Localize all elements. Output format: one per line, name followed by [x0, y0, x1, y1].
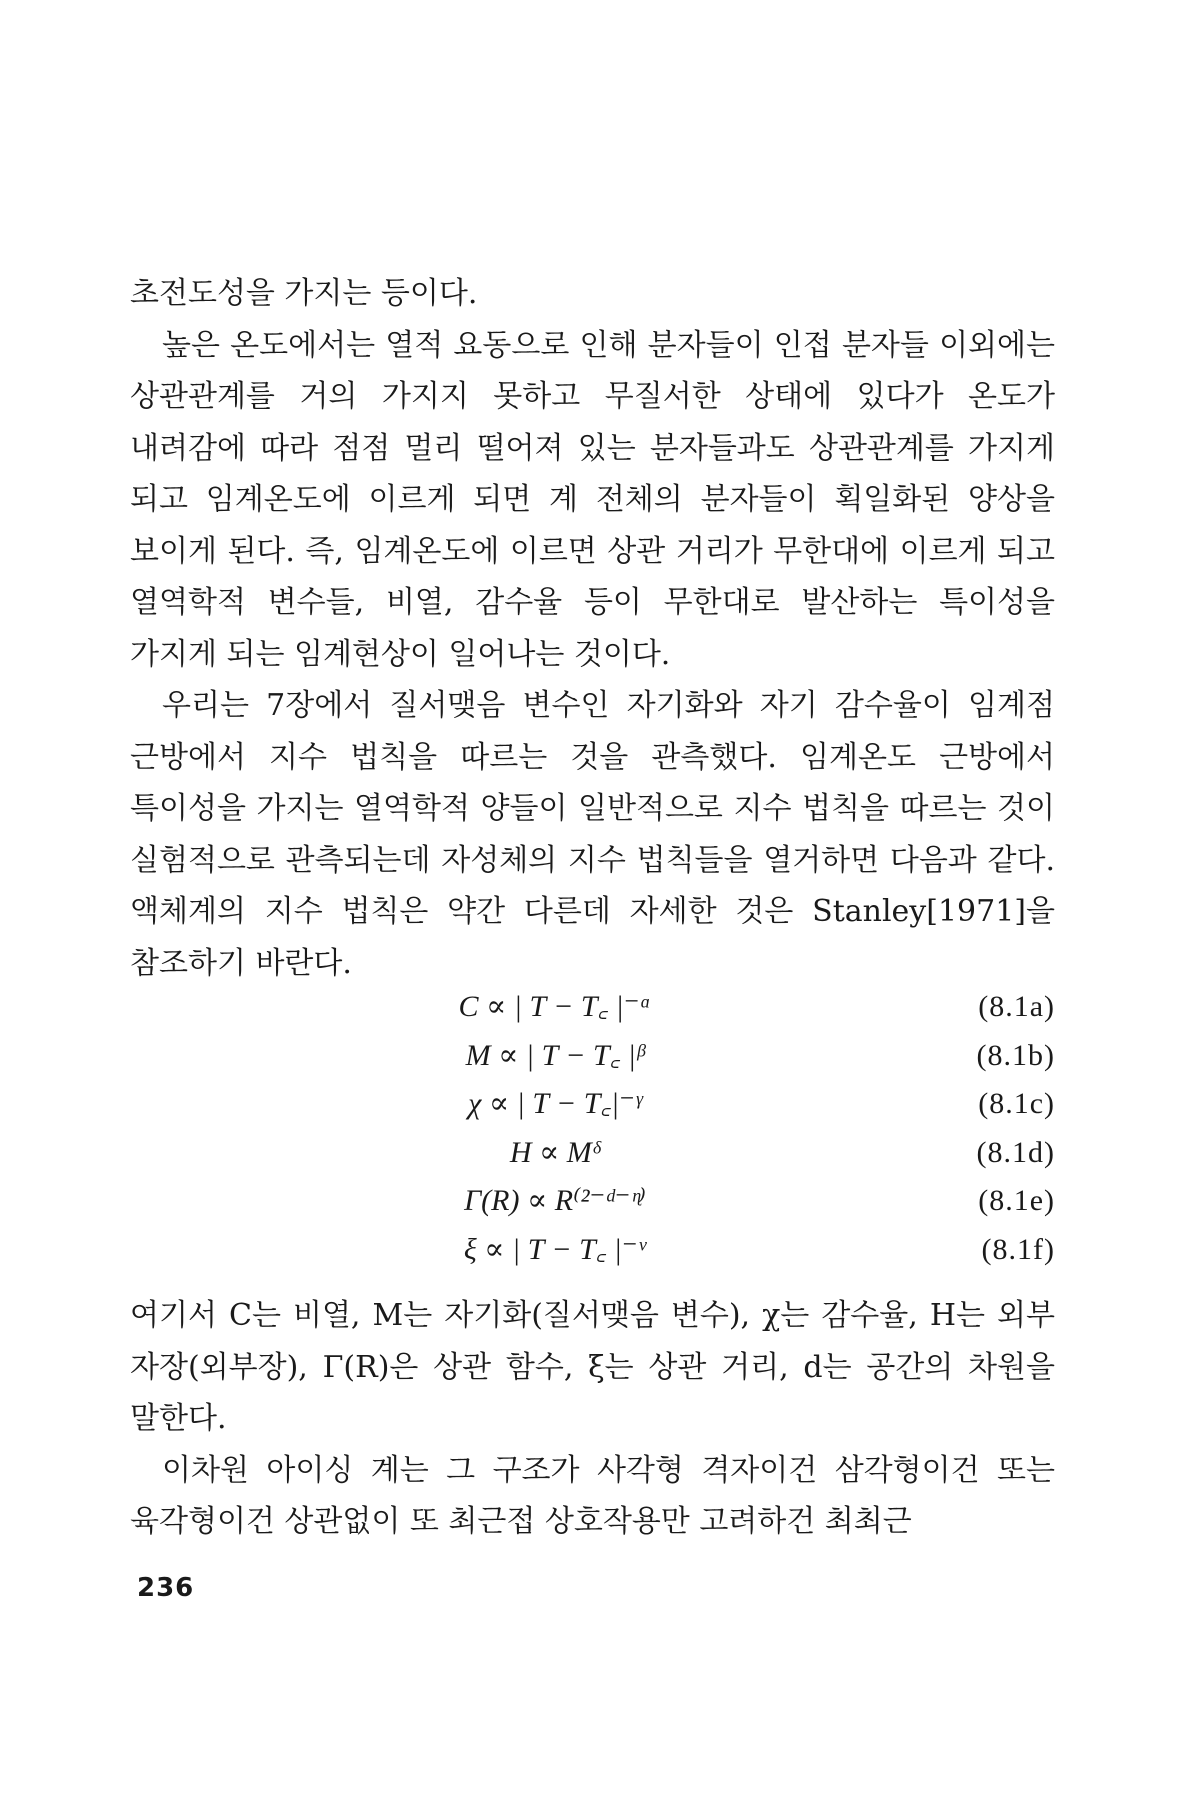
equation-number: (8.1d) — [976, 1135, 1055, 1169]
equation-formula: χ ∝ | T − T꜀|⁻ᵞ — [468, 1087, 642, 1120]
page-number: 236 — [137, 1573, 195, 1603]
equation-row — [130, 983, 1055, 1032]
body-text-after — [130, 1290, 1055, 1548]
equation-formula: H ∝ Mᵟ — [509, 1135, 601, 1169]
paragraph-1: 초전도성을 가지는 등이다. — [130, 276, 478, 311]
paragraph-5: 이차원 아이싱 계는 그 구조가 사각형 격자이건 삼각형이건 또는 육각형이건 상관없이 또 최근접 상호작용만 고려하건 최최근 — [130, 1452, 1055, 1539]
equation-row — [130, 1080, 1055, 1129]
equation-block — [130, 983, 1055, 1274]
paragraph-2: 높은 온도에서는 열적 요동으로 인해 분자들이 인접 분자들 이외에는 상관관계를 거의 가지지 못하고 무질서한 상태에 있다가 온도가 내려감에 따라 점점 멀리 떨어져 있는 분자들과도 상관관계를 가지게 되고 임계온도에 이르게 되면 계 전체의 분자들이 획일화된 양상을 보이게 된다. 즉, 임계온도에 이르면 상관 거리가 무한대에 이르게 되고 열역학적 변수들, 비열, 감수율 등이 무한대로 발산하는 특이성을 가지게 되는 임계현상이 일어나는 것이다. — [130, 327, 1055, 672]
equation-number: (8.1e) — [978, 1184, 1055, 1217]
equation-row — [130, 1177, 1055, 1226]
equation-formula: Γ(R) ∝ R⁽²⁻ᵈ⁻ᶯ⁾ — [464, 1184, 646, 1217]
equation-row — [130, 1226, 1055, 1275]
equation-formula: C ∝ | T − T꜀ |⁻ᵅ — [458, 990, 652, 1023]
body-text-before — [130, 268, 1055, 989]
paragraph-3: 우리는 7장에서 질서맺음 변수인 자기화와 자기 감수율이 임계점 근방에서 지수 법칙을 따르는 것을 관측했다. 임계온도 근방에서 특이성을 가지는 열역학적 양들이 일반적으로 지수 법칙을 따르는 것이 실험적으로 관측되는데 자성체의 지수 법칙들을 열거하면 다음과 같다. 액체계의 지수 법칙은 약간 다른데 자세한 것은 Stanley[1971]을 참조하기 바란다. — [130, 688, 1055, 981]
equation-formula: ξ ∝ | T − T꜀ |⁻ᵛ — [463, 1232, 647, 1266]
equation-number: (8.1a) — [978, 990, 1055, 1023]
equation-number: (8.1c) — [978, 1087, 1055, 1120]
equation-number: (8.1f) — [981, 1232, 1055, 1266]
equation-formula: M ∝ | T − T꜀ |ᵝ — [465, 1038, 645, 1072]
paragraph-4: 여기서 C는 비열, M는 자기화(질서맺음 변수), χ는 감수율, H는 외부 자장(외부장), Γ(R)은 상관 함수, ξ는 상관 거리, d는 공간의 차원을 말한다. — [130, 1298, 1055, 1436]
equation-number: (8.1b) — [976, 1038, 1055, 1072]
equation-row — [130, 1129, 1055, 1178]
equation-row — [130, 1032, 1055, 1081]
